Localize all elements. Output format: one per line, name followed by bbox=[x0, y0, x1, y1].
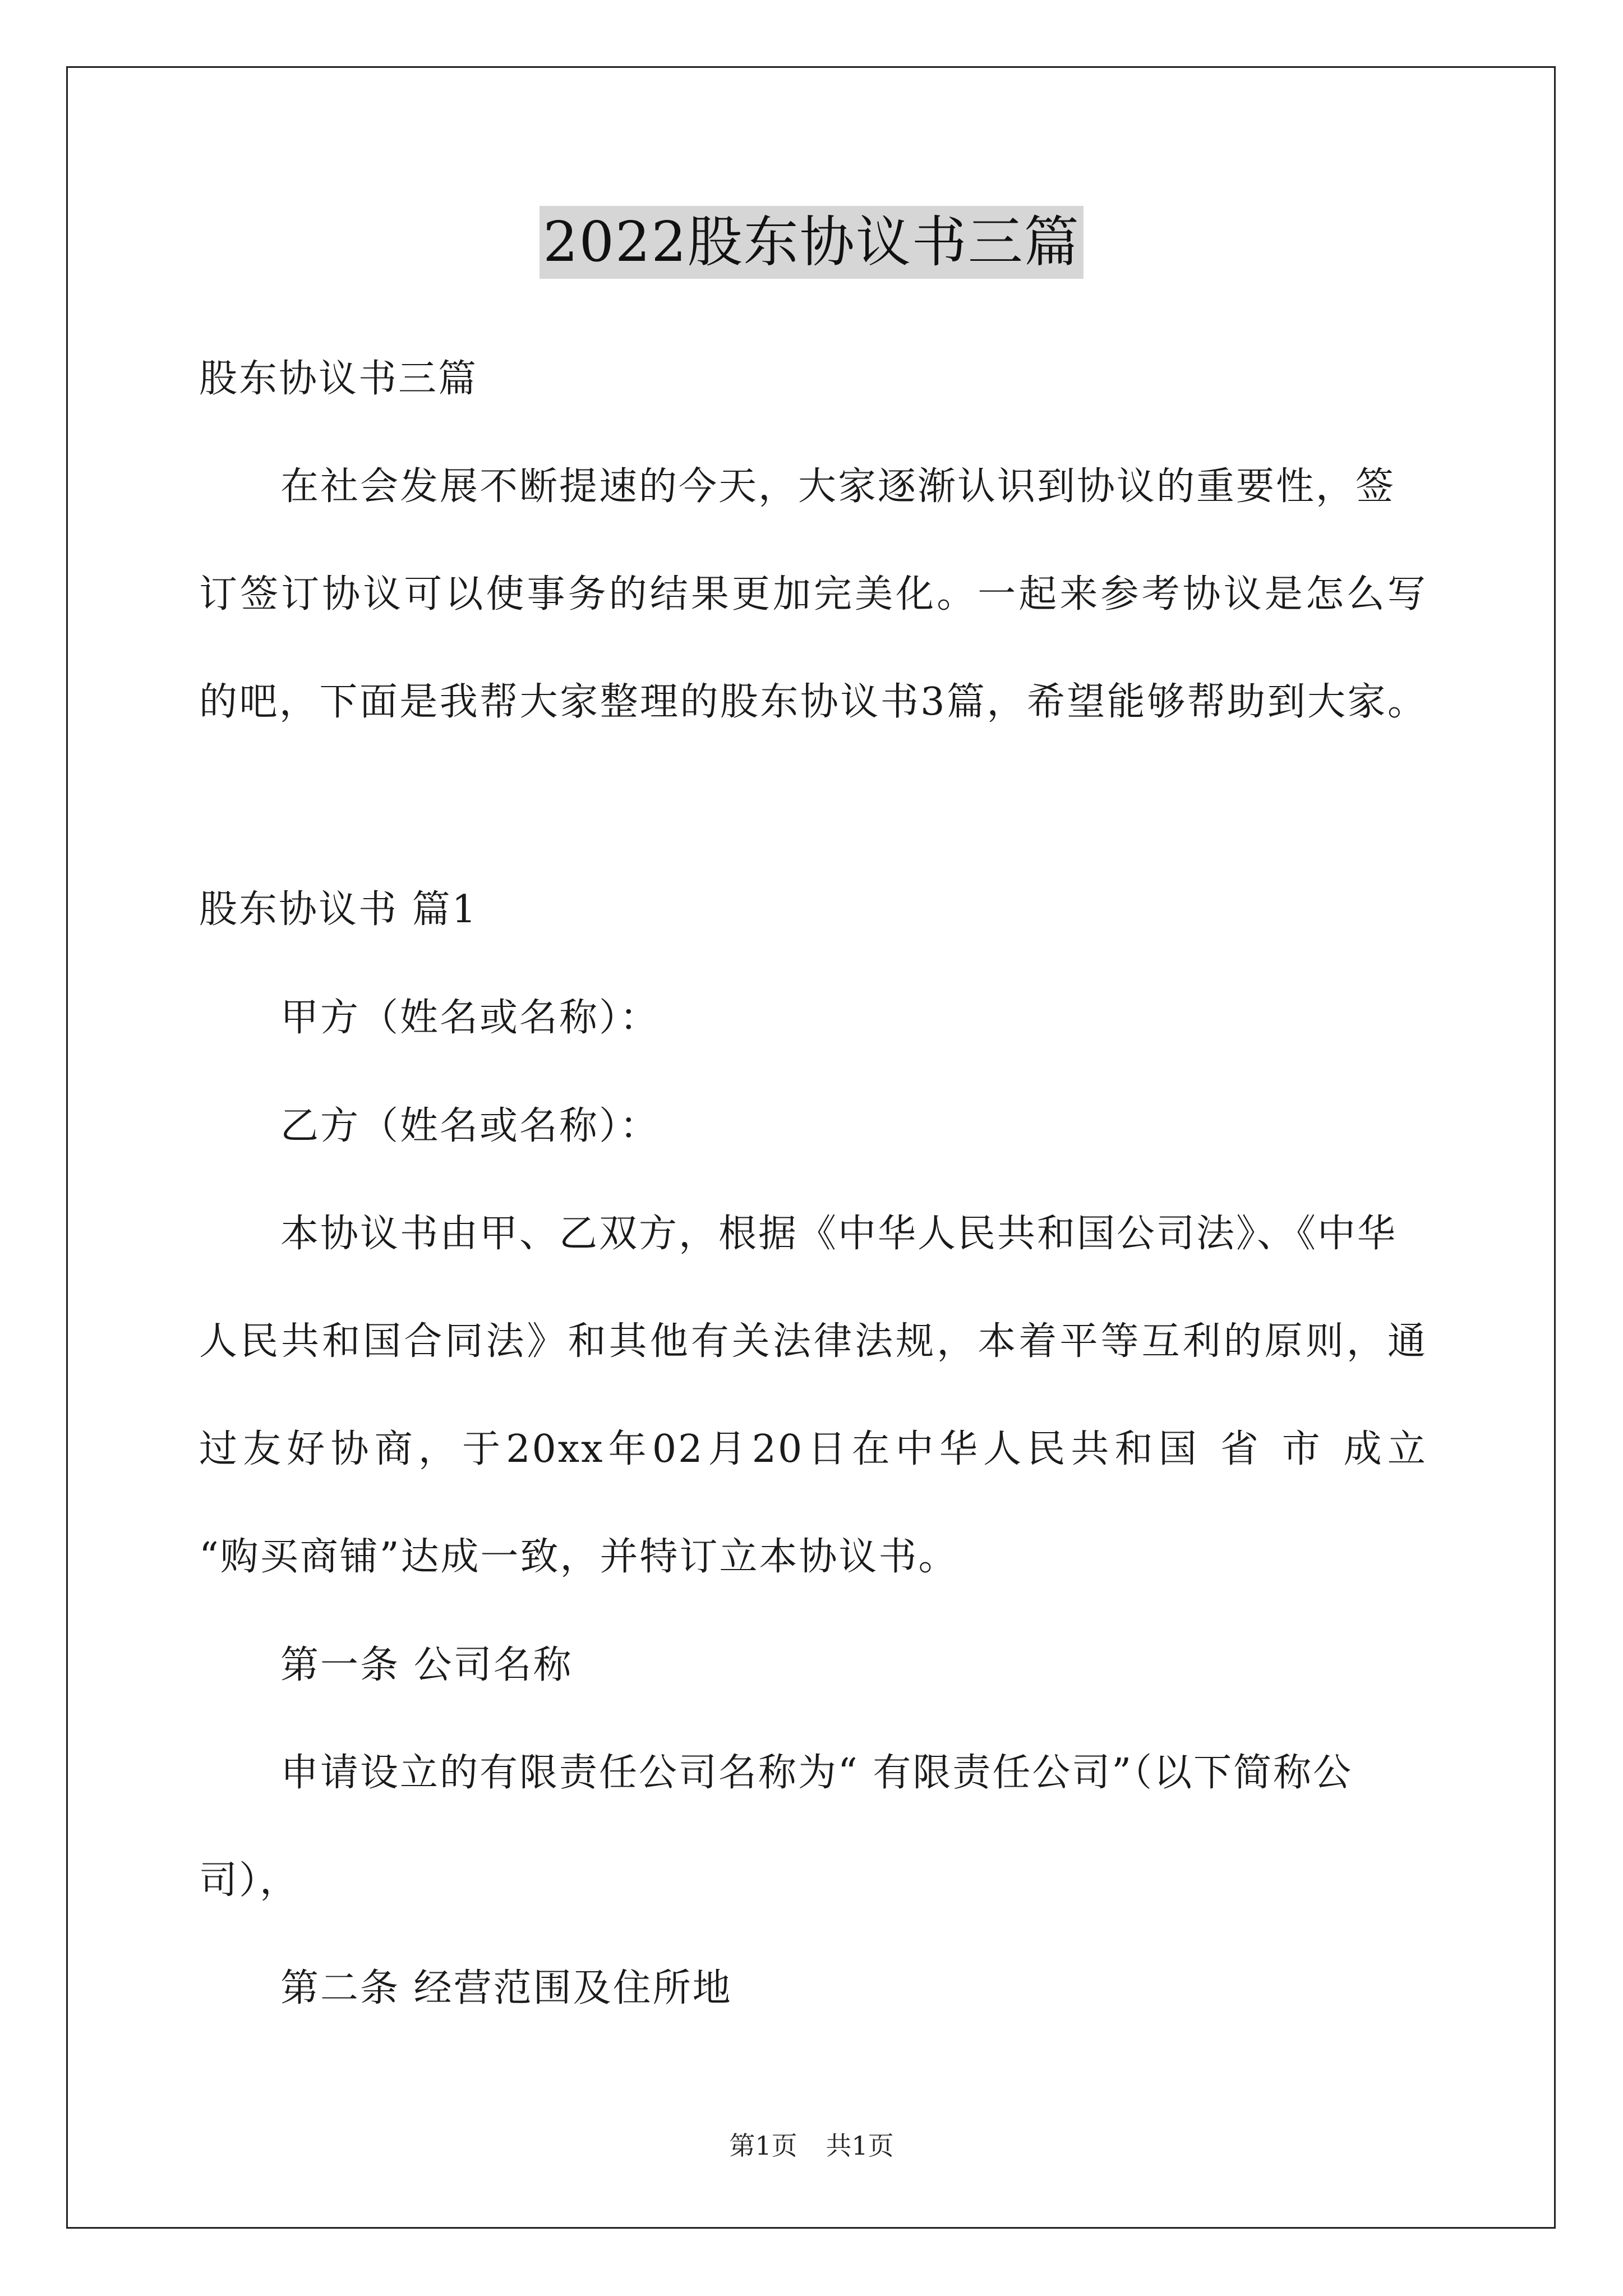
document-subtitle: 股东协议书三篇 bbox=[199, 357, 478, 401]
party-a-line: 甲方（姓名或名称）： bbox=[280, 996, 660, 1040]
intro-line-3: 的吧，下面是我帮大家整理的股东协议书3篇，希望能够帮助到大家。 bbox=[199, 680, 1427, 724]
page-number-total: 共1页 bbox=[826, 2131, 894, 2161]
intro-line-2: 订签订协议可以使事务的结果更加完美化。一起来参考协议是怎么写 bbox=[199, 572, 1427, 616]
section-heading: 股东协议书 篇1 bbox=[199, 887, 478, 932]
preamble-line-3: 过友好协商，于20xx年02月20日在中华人民共和国 省 市 成立 bbox=[199, 1427, 1427, 1471]
article-1-line-2: 司）， bbox=[199, 1858, 300, 1903]
page-number-current: 第1页 bbox=[729, 2131, 797, 2161]
article-1-line-1: 申请设立的有限责任公司名称为“ 有限责任公司”（以下简称公 bbox=[280, 1751, 1353, 1795]
intro-line-1: 在社会发展不断提速的今天，大家逐渐认识到协议的重要性，签 bbox=[280, 464, 1396, 509]
article-1-title: 第一条 公司名称 bbox=[280, 1643, 573, 1687]
article-2-title: 第二条 经营范围及住所地 bbox=[280, 1966, 732, 2010]
preamble-line-1: 本协议书由甲、乙双方，根据《中华人民共和国公司法》、《中华 bbox=[280, 1212, 1398, 1256]
document-title: 2022股东协议书三篇 bbox=[540, 206, 1083, 279]
preamble-line-2: 人民共和国合同法》和其他有关法律法规，本着平等互利的原则，通 bbox=[199, 1319, 1427, 1364]
title-container bbox=[0, 206, 1623, 279]
party-b-line: 乙方（姓名或名称）： bbox=[280, 1104, 660, 1148]
preamble-line-4: “购买商铺”达成一致，并特订立本协议书。 bbox=[199, 1535, 958, 1579]
page-footer bbox=[0, 2129, 1623, 2162]
